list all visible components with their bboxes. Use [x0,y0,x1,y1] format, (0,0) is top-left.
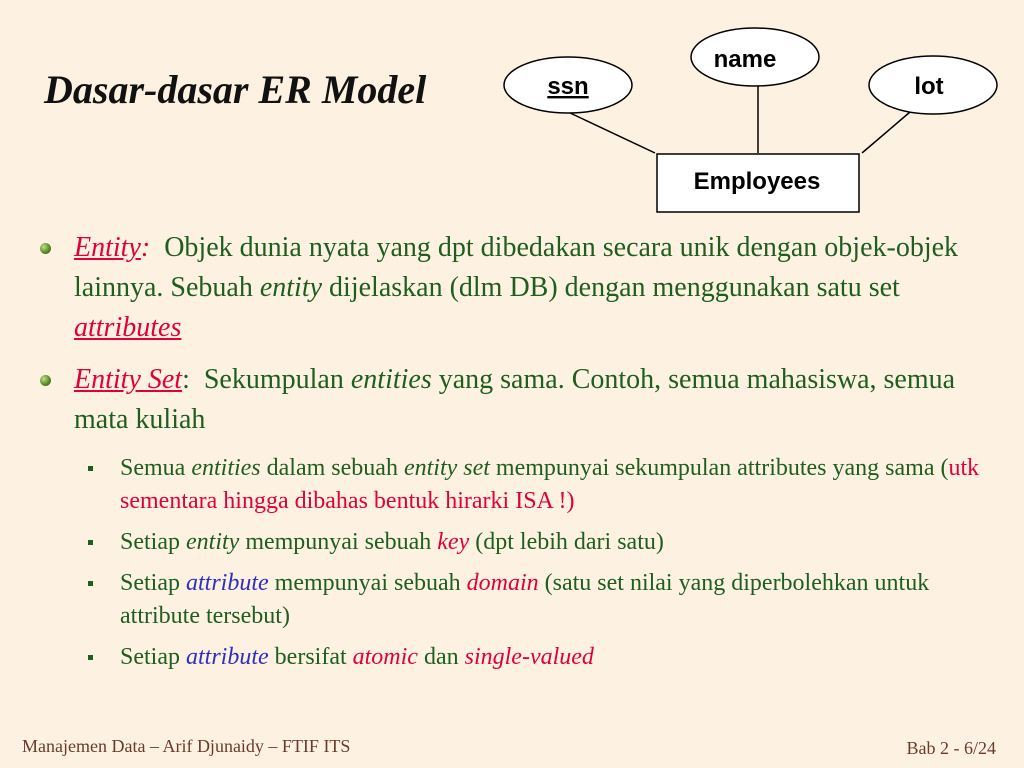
term-entity: Entity [74,232,141,263]
term-attributes: attributes [74,312,182,343]
term-colon: : [182,364,190,395]
sub-bullet-1 [30,452,1005,518]
text-segment: dan [417,644,465,670]
ssn-connector [568,112,655,153]
term-attribute: attribute [186,570,269,596]
text-segment: mempunyai sebuah [268,570,467,596]
text-segment: Semua [120,455,192,481]
page-title: Dasar-dasar ER Model [44,67,427,112]
term-atomic: atomic [352,644,418,670]
term-colon: : [140,232,151,263]
square-bullet-icon [88,655,93,660]
attribute-lot-label: lot [914,73,944,100]
text-segment: (dpt lebih dari satu) [469,529,664,555]
italic-entity: entity [186,529,240,555]
attribute-name-label: name [713,46,777,73]
text-segment: mempunyai sekumpulan attributes yang sama ( [489,455,949,481]
text-segment: Setiap [120,529,186,555]
term-single-valued: single-valued [464,644,594,670]
er-diagram [0,0,1024,220]
italic-entity: entity [259,272,323,303]
text-segment: Setiap [120,644,186,670]
sub-bullet-2 [30,526,1005,559]
sub-bullet-4 [30,641,1005,674]
bullet-entity-set [30,360,1005,440]
text-segment: (satu set nilai yang diperbolehkan untuk attribute tersebut) [120,570,930,629]
square-bullet-icon [88,581,93,586]
text-segment: bersifat [268,644,353,670]
term-key: key [437,529,470,555]
bullet-icon [40,375,51,386]
footer-page-number: Bab 2 - 6/24 [906,738,996,758]
text-segment: Objek dunia nyata yang dpt dibedakan secara unik dengan objek-objek lainnya. Sebuah [74,232,959,303]
text-segment: Setiap [120,570,186,596]
text-segment: yang sama. Contoh, semua mahasiswa, semua mata kuliah [74,364,956,435]
footer-course: Manajemen Data – Arif Djunaidy – FTIF ITS [22,736,351,756]
attribute-ssn-label: ssn [547,73,589,100]
square-bullet-icon [88,540,93,545]
text-segment: dalam sebuah [260,455,404,481]
bullet-icon [40,243,51,254]
term-domain: domain [466,570,539,596]
italic-entities: entities [350,364,432,395]
term-attribute: attribute [186,644,269,670]
bullet-list [30,228,1005,682]
entity-employees-label: Employees [693,168,821,195]
sub-bullet-3 [30,567,1005,633]
term-entity-set: Entity Set [74,364,183,395]
square-bullet-icon [88,466,93,471]
lot-connector [862,112,910,153]
bullet-entity [30,228,1005,348]
text-segment: Sekumpulan [203,364,351,395]
italic-entities: entities [191,455,261,481]
red-note: utk sementara hingga dibahas bentuk hirarki ISA !) [120,455,980,514]
text-segment: mempunyai sebuah [239,529,438,555]
text-segment: dijelaskan (dlm DB) dengan menggunakan satu set [322,272,900,303]
italic-entity-set: entity set [403,455,490,481]
